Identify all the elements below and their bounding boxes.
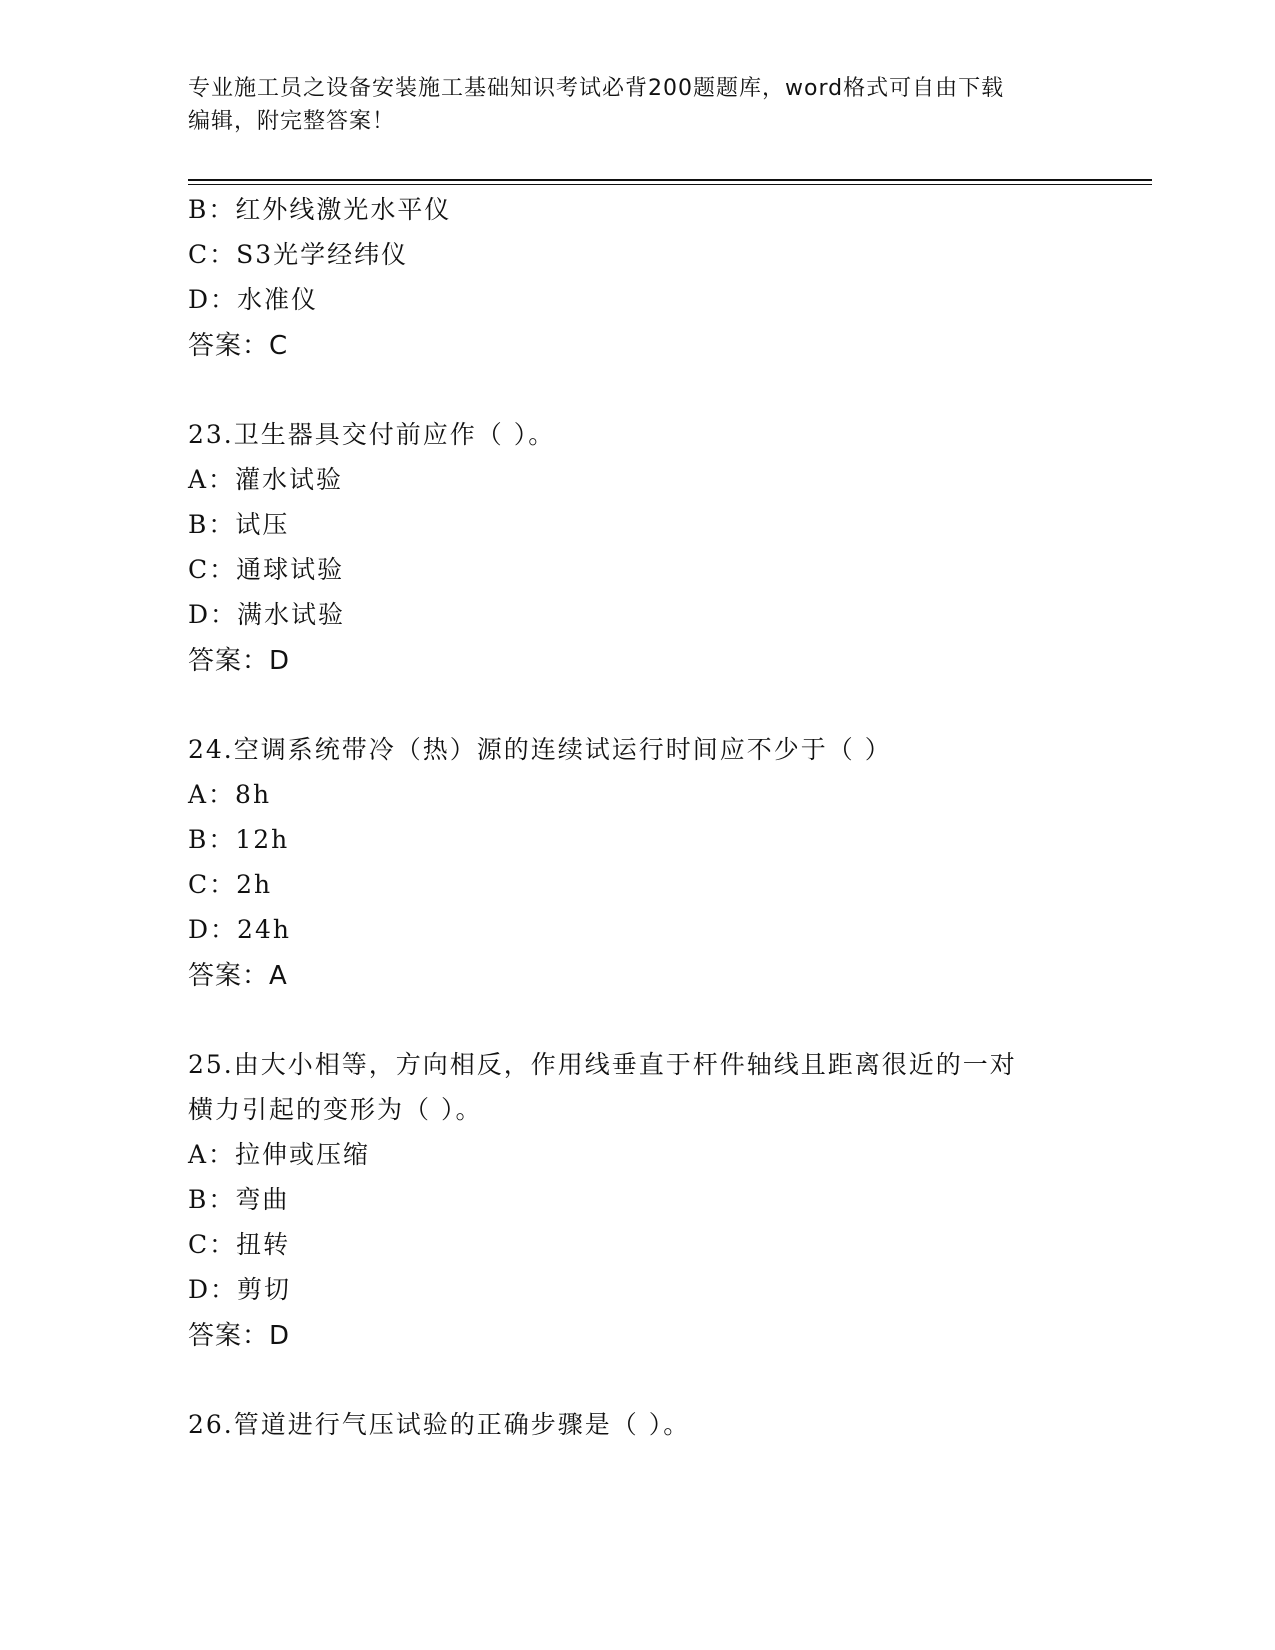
- q23-option-a: A：灌水试验: [188, 465, 344, 494]
- header-line-1: 专业施工员之设备安装施工基础知识考试必背200题题库，word格式可自由下载: [188, 76, 1005, 101]
- q25-option-b: B：弯曲: [188, 1185, 290, 1214]
- q22-option-d: D：水准仪: [188, 285, 319, 314]
- q26-stem: 26.管道进行气压试验的正确步骤是（ ）。: [188, 1410, 691, 1439]
- q25-answer: 答案：D: [188, 1321, 291, 1351]
- header-line-2: 编辑，附完整答案！: [188, 109, 396, 134]
- q25-option-d: D：剪切: [188, 1275, 292, 1304]
- q23-option-b: B：试压: [188, 510, 290, 539]
- q22-answer: 答案：C: [188, 331, 289, 361]
- q23-stem: 23.卫生器具交付前应作（ ）。: [188, 420, 556, 449]
- q25-stem-line-2: 横力引起的变形为（ ）。: [188, 1095, 483, 1124]
- header-divider-thin: [188, 184, 1152, 185]
- q25-stem-line-1: 25.由大小相等，方向相反，作用线垂直于杆件轴线且距离很近的一对: [188, 1050, 1017, 1079]
- q22-option-b: B：红外线激光水平仪: [188, 195, 452, 224]
- header-divider-thick: [188, 179, 1152, 181]
- q24-option-a: A：8h: [188, 780, 272, 809]
- q24-stem: 24.空调系统带冷（热）源的连续试运行时间应不少于（ ）: [188, 735, 892, 764]
- q24-option-d: D：24h: [188, 915, 291, 944]
- q23-option-d: D：满水试验: [188, 600, 346, 629]
- q23-answer: 答案：D: [188, 646, 291, 676]
- document-header: [188, 72, 1088, 138]
- q24-option-b: B：12h: [188, 825, 290, 854]
- q24-answer: 答案：A: [188, 961, 288, 991]
- q22-option-c: C：S3光学经纬仪: [188, 240, 409, 269]
- q23-option-c: C：通球试验: [188, 555, 345, 584]
- q24-option-c: C：2h: [188, 870, 273, 899]
- q25-option-c: C：扭转: [188, 1230, 291, 1259]
- q25-option-a: A：拉伸或压缩: [188, 1140, 371, 1169]
